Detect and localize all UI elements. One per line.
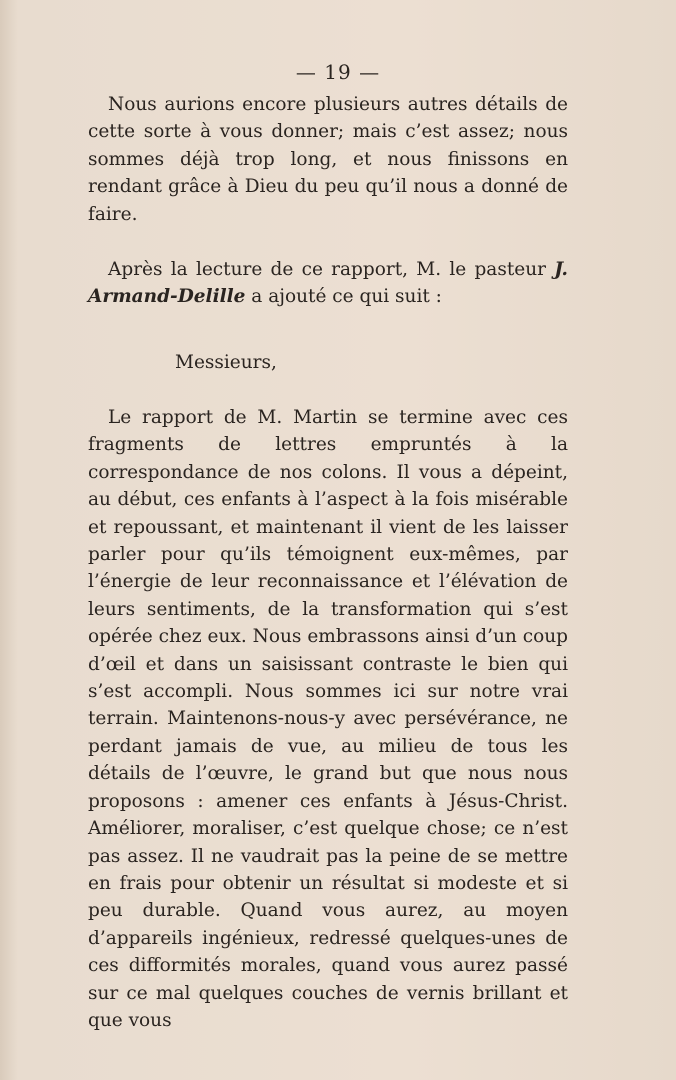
intro-after: a ajouté ce qui suit : xyxy=(245,286,442,308)
paragraph-main xyxy=(88,404,568,1034)
page-number: — 19 — xyxy=(295,60,381,84)
intro-before: Après la lecture de ce rapport, M. le pasteur xyxy=(108,259,555,280)
salutation-text: Messieurs, xyxy=(175,352,277,373)
intro-text xyxy=(88,256,568,311)
paragraph-closing xyxy=(88,91,568,228)
paragraph-text: Le rapport de M. Martin se termine avec ces fragments de lettres empruntés à la correspondance de nos colons. Il vous a dépeint, au début, ces enfants à l’aspect à la fois misérable et repoussant, et maintenant il vient de les laisser parler pour qu’ils témoignent eux-mêmes, par l’énergie de leur reconnaissance et l’élévation de leurs sentiments, de la transformation qui s’est opérée chez eux. Nous embrassons ainsi d’un coup d’œil et dans un saisissant contraste le bien qui s’est accompli. Nous sommes ici sur notre vrai terrain. Maintenons-nous-y avec persévérance, ne perdant jamais de vue, au milieu de tous les détails de l’œuvre, le grand but que nous nous proposons : amener ces enfants à Jésus-Christ. Améliorer, moraliser, c’est quelque chose; ce n’est pas assez. Il ne vaudrait pas la peine de se mettre en frais pour obtenir un résultat si modeste et si peu durable. Quand vous aurez, au moyen d’appareils ingénieux, redressé quelques-unes de ces difformités morales, quand vous aurez passé sur ce mal quelques couches de vernis brillant et que vous xyxy=(88,407,568,1031)
pastor-name: J. Armand-Delille xyxy=(88,259,568,308)
paragraph-intro xyxy=(88,256,568,311)
paragraph-text: Nous aurions encore plusieurs autres détails de cette sorte à vous donner; mais c’est assez; nous sommes déjà trop long, et nous finissons en rendant grâce à Dieu du peu qu’il nous a donné de faire. xyxy=(88,94,568,225)
salutation xyxy=(175,349,475,376)
